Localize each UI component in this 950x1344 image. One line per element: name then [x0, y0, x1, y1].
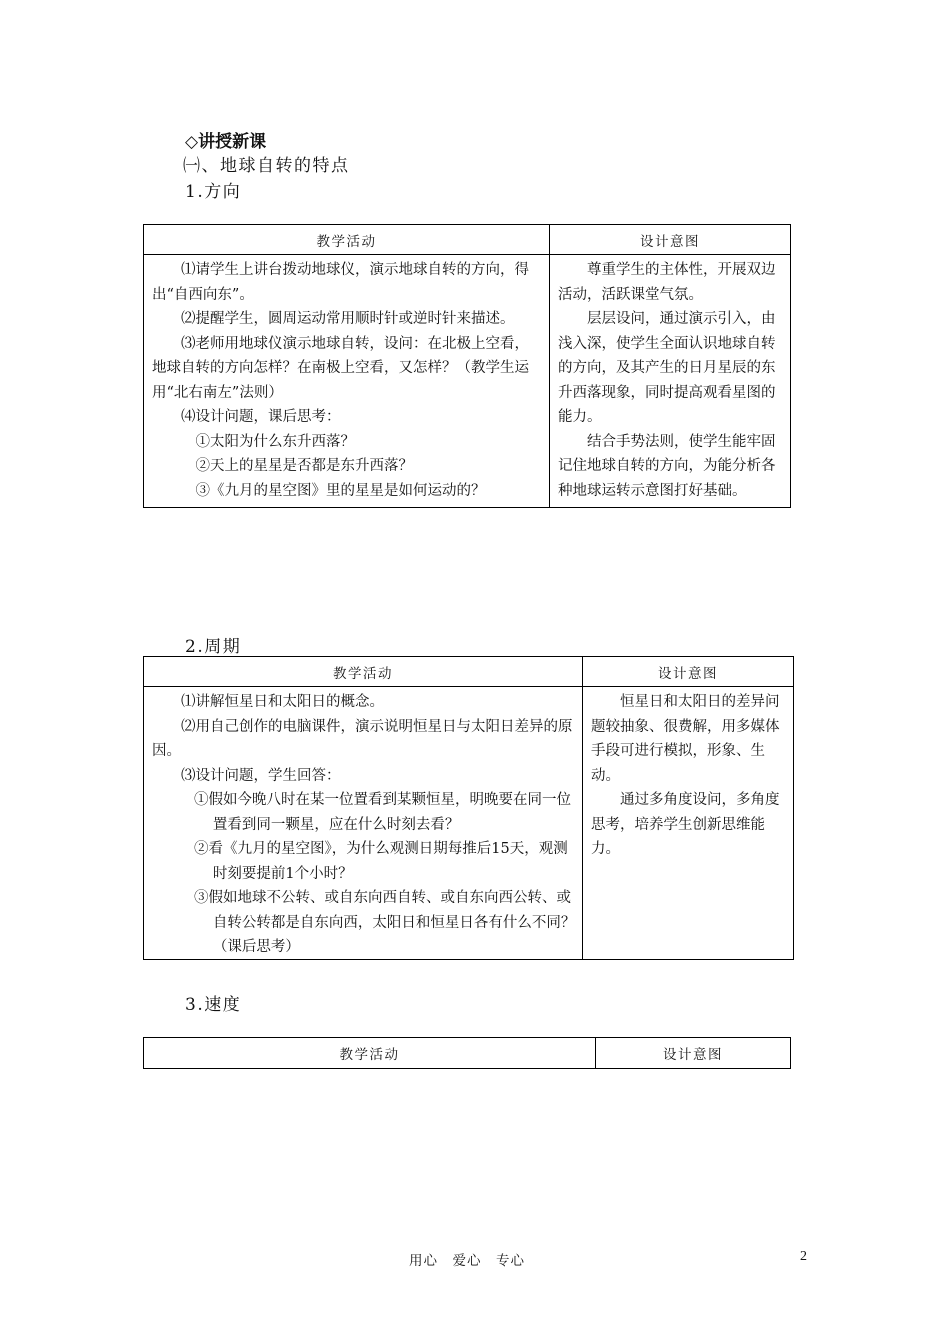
activity-item: ⑷设计问题，课后思考： [181, 409, 341, 425]
intent-cell [583, 687, 794, 960]
activity-item: ⑶设计问题，学生回答： [181, 767, 341, 784]
question-item: ①假如今晚八时在某一位置看到某颗恒星，明晚要在同一位置看到同一颗星，应在什么时刻去看？ [194, 792, 572, 833]
heading-direction: 1.方向 [185, 182, 242, 202]
intent-item: 尊重学生的主体性，开展双边活动，活跃课堂气氛。 [558, 262, 776, 303]
header-intent: 设计意图 [550, 225, 791, 255]
activity-item: ⑵用自己创作的电脑课件，演示说明恒星日与太阳日差异的原因。 [152, 718, 573, 759]
header-activity: 教学活动 [144, 1038, 596, 1069]
activity-item: ⑵提醒学生，圆周运动常用顺时针或逆时针来描述。 [181, 311, 515, 327]
section-title: ◇讲授新课 [185, 132, 267, 152]
intent-item: 通过多角度设问，多角度思考，培养学生创新思维能力。 [591, 792, 780, 857]
table-period [143, 656, 794, 960]
heading-period: 2.周期 [185, 637, 242, 657]
intent-item: 层层设问，通过演示引入，由浅入深，使学生全面认识地球自转的方向，及其产生的日月星辰的东升西落现象，同时提高观看星图的能力。 [558, 311, 776, 425]
question-item: ③假如地球不公转、或自东向西自转、或自东向西公转、或自转公转都是自东向西，太阳日和恒星日各有什么不同？（课后思考） [194, 890, 576, 955]
activity-cell [144, 255, 550, 508]
activity-item: ⑶老师用地球仪演示地球自转，设问：在北极上空看，地球自转的方向怎样？在南极上空看，又怎样？（教学生运用“北右南左”法则） [152, 335, 529, 401]
intent-item: 恒星日和太阳日的差异问题较抽象、很费解，用多媒体手段可进行模拟，形象、生动。 [591, 694, 780, 784]
heading-speed: 3.速度 [185, 995, 242, 1015]
header-activity: 教学活动 [144, 657, 583, 687]
table-direction [143, 224, 791, 508]
intent-cell [550, 255, 791, 508]
question-item: ②天上的星星是否都是东升西落？ [195, 458, 413, 474]
header-intent: 设计意图 [596, 1038, 791, 1069]
intent-item: 结合手势法则，使学生能牢固记住地球自转的方向，为能分析各种地球运转示意图打好基础。 [558, 433, 776, 499]
header-intent: 设计意图 [583, 657, 794, 687]
activity-item: ⑴讲解恒星日和太阳日的概念。 [181, 694, 384, 710]
question-item: ①太阳为什么东升西落？ [195, 433, 355, 450]
table-speed [143, 1037, 791, 1069]
activity-item: ⑴请学生上讲台拨动地球仪，演示地球自转的方向，得出“自西向东”。 [152, 262, 529, 303]
subsection-title: ㈠、地球自转的特点 [183, 156, 350, 176]
question-item: ③《九月的星空图》里的星星是如何运动的？ [195, 482, 486, 499]
question-item: ②看《九月的星空图》，为什么观测日期每推后15天，观测时刻要提前1个小时？ [194, 841, 568, 882]
page-number: 2 [800, 1249, 807, 1264]
header-activity: 教学活动 [144, 225, 550, 255]
activity-cell [144, 687, 583, 960]
footer-motto: 用心 爱心 专心 [409, 1253, 525, 1269]
